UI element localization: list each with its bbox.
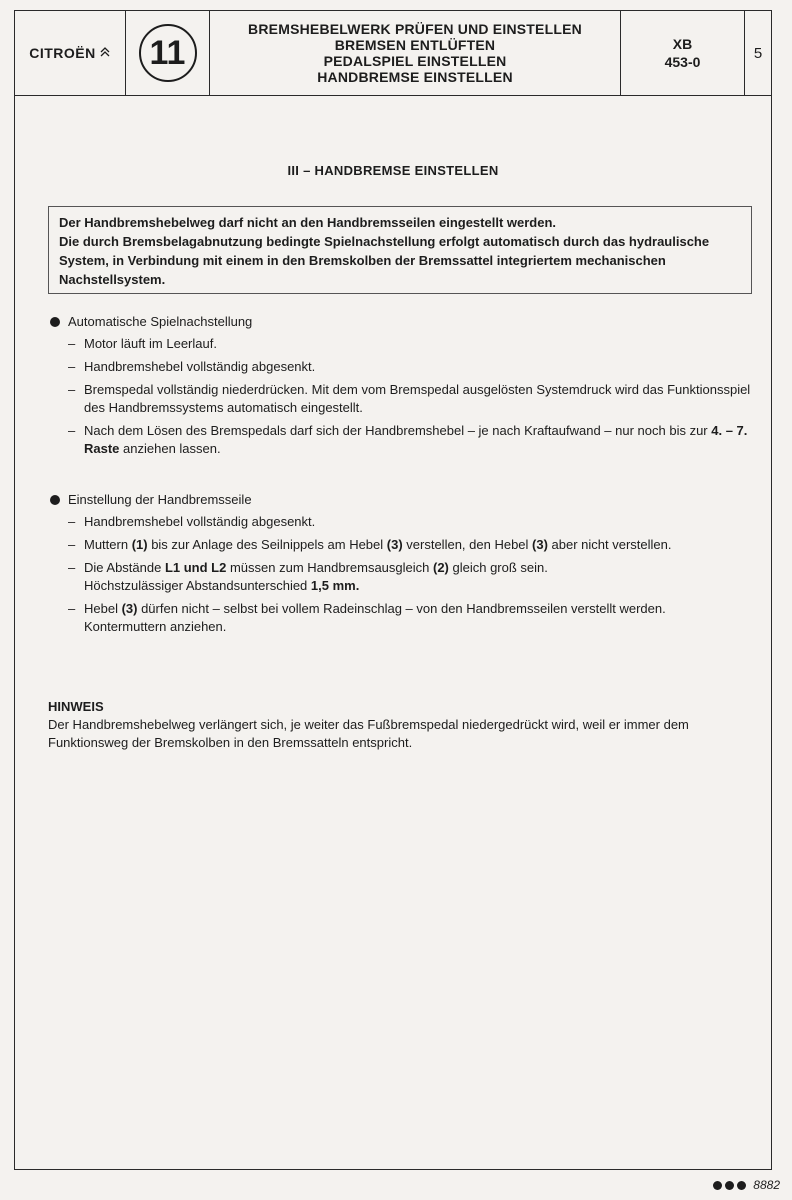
list-item (48, 358, 760, 376)
dash-icon: – (68, 382, 76, 397)
footer-dot-icon (725, 1181, 734, 1190)
section-automatic-adjustment (48, 313, 760, 463)
list-item (48, 422, 760, 458)
page-header (15, 11, 771, 96)
dash-icon: – (68, 601, 76, 616)
notice-box (48, 206, 752, 294)
brand-name: CITROËN (29, 45, 96, 61)
code-cell (621, 11, 745, 95)
list-item (48, 559, 760, 595)
list-item-text: Motor läuft im Leerlauf. (84, 336, 217, 351)
dash-icon: – (68, 560, 76, 575)
bullet-icon (50, 495, 60, 505)
list-item-text: Hebel (3) dürfen nicht – selbst bei vollem Radeinschlag – von den Handbremsseilen verstellt werden. Kontermuttern anziehen. (84, 601, 666, 634)
note-text: Der Handbremshebelweg verlängert sich, je weiter das Fußbremspedal niedergedrückt wird, weil er immer dem Funktionsweg der Bremskolben in den Bremssatteln entspricht. (48, 717, 689, 750)
brand-cell (15, 11, 126, 95)
list-item-text: Handbremshebel vollständig abgesenkt. (84, 359, 316, 374)
dash-icon: – (68, 359, 76, 374)
double-chevron-icon (99, 46, 111, 61)
note-heading: HINWEIS (48, 699, 104, 714)
list-item (48, 536, 760, 554)
dash-icon: – (68, 336, 76, 351)
list-item-text: Nach dem Lösen des Bremspedals darf sich der Handbremshebel – je nach Kraftaufwand – nur noch bis zur 4. – 7. Raste anziehen lassen. (84, 423, 748, 456)
page-footer (713, 1178, 780, 1192)
note-section (48, 698, 760, 752)
chapter-number: 11 (139, 24, 197, 82)
list-item-text: Die Abstände L1 und L2 müssen zum Handbremsausgleich (2) gleich groß sein. Höchstzulässiger Abstandsunterschied 1,5 mm. (84, 560, 548, 593)
notice-line-2: Die durch Bremsbelagabnutzung bedingte Spielnachstellung erfolgt automatisch durch das hydraulische System, in Verbindung mit einem in den Bremskolben der Bremssattel integriertem mechanischen Nachstellsystem. (59, 234, 710, 287)
list-item (48, 335, 760, 353)
bullet-heading-text: Automatische Spielnachstellung (68, 314, 253, 329)
page-frame (14, 10, 772, 1170)
title-line-2: BREMSEN ENTLÜFTEN (334, 37, 496, 53)
bullet-heading-text: Einstellung der Handbremsseile (68, 492, 252, 507)
list-item (48, 381, 760, 417)
footer-code: 8882 (753, 1178, 780, 1192)
footer-dot-icon (713, 1181, 722, 1190)
dash-icon: – (68, 537, 76, 552)
list-item-text: Bremspedal vollständig niederdrücken. Mit dem vom Bremspedal ausgelösten Systemdruck wird das Funktionsspiel des Handbremssystems automatisch eingestellt. (84, 382, 751, 415)
bullet-heading (48, 313, 760, 331)
page-number: 5 (753, 44, 763, 62)
dash-icon: – (68, 514, 76, 529)
section-title: III – HANDBREMSE EINSTELLEN (287, 163, 499, 178)
list-item (48, 513, 760, 531)
dash-icon: – (68, 423, 76, 438)
notice-line-1: Der Handbremshebelweg darf nicht an den Handbremsseilen eingestellt werden. (59, 215, 557, 230)
document-code: 453-0 (664, 54, 701, 70)
title-line-1: BREMSHEBELWERK PRÜFEN UND EINSTELLEN (248, 21, 582, 37)
list-item-text: Muttern (1) bis zur Anlage des Seilnippels am Hebel (3) verstellen, den Hebel (3) aber nicht verstellen. (84, 537, 672, 552)
list-item-text: Handbremshebel vollständig abgesenkt. (84, 514, 316, 529)
title-line-3: PEDALSPIEL EINSTELLEN (323, 53, 507, 69)
list-item (48, 600, 760, 636)
bullet-icon (50, 317, 60, 327)
footer-dot-icon (737, 1181, 746, 1190)
chapter-cell (126, 11, 210, 95)
title-cell (210, 11, 621, 95)
model-code: XB (672, 36, 693, 52)
section-cable-adjustment (48, 491, 760, 641)
title-line-4: HANDBREMSE EINSTELLEN (317, 69, 513, 85)
bullet-heading (48, 491, 760, 509)
